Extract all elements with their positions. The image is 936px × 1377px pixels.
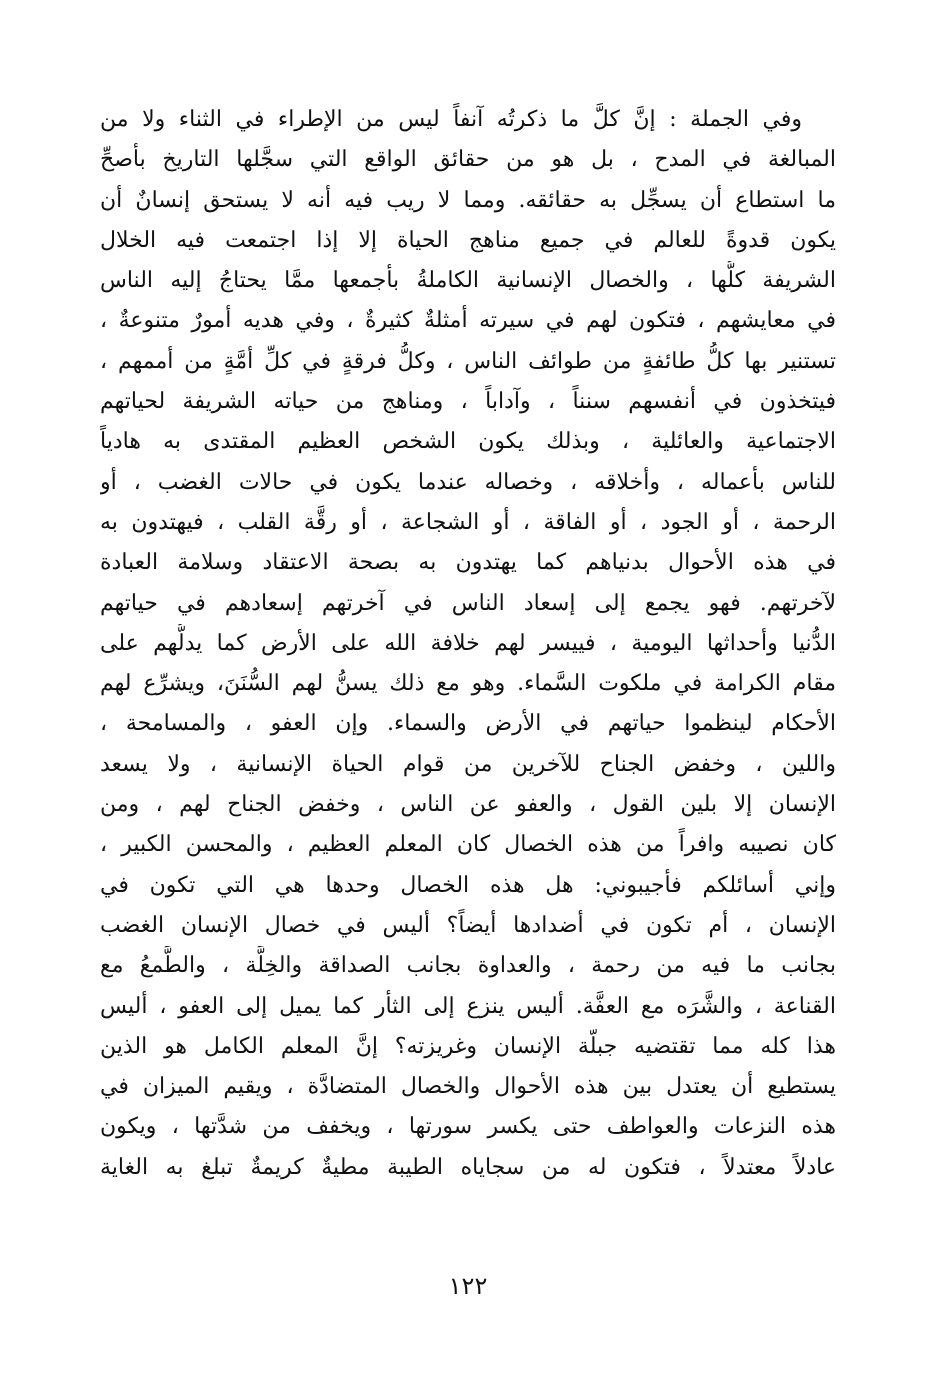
text-line-12: في هذه الأحوال بدنياهم كما يهتدون به بصحة الاعتقاد وسلامة العبادة — [100, 550, 836, 576]
text-line-21: الإنسان ، أم تكون في أضدادها أيضاً؟ أليس في خصال الإنسان الغضب — [100, 912, 836, 938]
text-line-23: القناعة ، والشَّرَه مع العفَّة. أليس ينزع إلى الثأر كما يميل إلى العفو ، أليس — [100, 993, 836, 1019]
page-number: ١٢٢ — [448, 1272, 488, 1300]
text-line-22: بجانب ما فيه من رحمة ، والعداوة بجانب الصداقة والخِلَّة ، والطَّمعُ مع — [100, 953, 836, 979]
text-line-3: ما استطاع أن يسجِّل به حقائقه. ومما لا ريب فيه أنه لا يستحق إنسانٌ أن — [100, 187, 836, 213]
text-line-14: الدُّنيا وأحداثها اليومية ، فييسر لهم خلافة الله على الأرض كما يدلُّهم على — [100, 630, 836, 656]
text-line-6: في معايشهم ، فتكون لهم في سيرته أمثلةٌ كثيرةٌ ، وفي هديه أمورٌ متنوعةٌ ، — [100, 308, 836, 334]
text-line-9: الاجتماعية والعائلية ، وبذلك يكون الشخص العظيم المقتدى به هادياً — [100, 429, 836, 455]
text-line-17: واللين ، وخفض الجناح للآخرين من قوام الحياة الإنسانية ، ولا يسعد — [100, 751, 836, 777]
text-line-24: هذا كله مما تقتضيه جبلّة الإنسان وغريزته؟ إنَّ المعلم الكامل هو الذين — [100, 1033, 836, 1059]
text-line-26: هذه النزعات والعواطف حتى يكسر سورتها ، ويخفف من شدَّتها ، ويكون — [100, 1114, 836, 1140]
text-line-10: للناس بأعماله ، وأخلاقه ، وخصاله عندما يكون في حالات الغضب ، أو — [100, 469, 836, 495]
text-line-25: يستطيع أن يعتدل بين هذه الأحوال والخصال المتضادَّة ، ويقيم الميزان في — [100, 1074, 836, 1100]
text-line-16: الأحكام لينظموا حياتهم في الأرض والسماء. وإن العفو ، والمسامحة ، — [100, 711, 836, 737]
text-line-4: يكون قدوةً للعالم في جميع مناهج الحياة إلا إذا اجتمعت فيه الخلال — [100, 227, 836, 253]
body-text — [100, 100, 836, 1188]
text-line-8: فيتخذون في أنفسهم سنناً ، وآداباً ، ومناهج من حياته الشريفة لحياتهم — [100, 389, 836, 415]
page-body — [100, 100, 836, 1188]
text-line-19: كان نصيبه وافراً من هذه الخصال كان المعلم العظيم ، والمحسن الكبير ، — [100, 832, 836, 858]
text-line-5: الشريفة كلُّها ، والخصال الإنسانية الكاملةُ بأجمعها ممَّا يحتاجُ إليه الناس — [100, 268, 836, 294]
text-line-20: وإني أسائلكم فأجيبوني: هل هذه الخصال وحدها هي التي تكون في — [100, 872, 836, 898]
text-line-27: عادلاً معتدلاً ، فتكون له من سجاياه الطيبة مطيةٌ كريمةٌ تبلغ به الغاية — [100, 1154, 836, 1180]
text-line-13: لآخرتهم. فهو يجمع إلى إسعاد الناس في آخرتهم إسعادهم في حياتهم — [100, 590, 836, 616]
text-line-2: المبالغة في المدح ، بل هو من حقائق الواقع التي سجَّلها التاريخ بأصحِّ — [100, 147, 836, 173]
text-line-15: مقام الكرامة في ملكوت السَّماء. وهو مع ذلك يسنُّ لهم السُّنَنَ، ويشرِّع لهم — [100, 671, 836, 697]
text-line-1: وفي الجملة : إنَّ كلَّ ما ذكرتُه آنفاً ليس من الإطراء في الثناء ولا من — [100, 107, 802, 132]
text-line-18: الإنسان إلا بلين القول ، والعفو عن الناس ، وخفض الجناح لهم ، ومن — [100, 792, 836, 818]
text-line-11: الرحمة ، أو الجود ، أو الفاقة ، أو الشجاعة ، أو رقَّة القلب ، فيهتدون به — [100, 509, 836, 535]
text-line-7: تستنير بها كلُّ طائفةٍ من طوائف الناس ، وكلُّ فرقةٍ في كلِّ أمَّةٍ من أممهم ، — [100, 348, 836, 374]
